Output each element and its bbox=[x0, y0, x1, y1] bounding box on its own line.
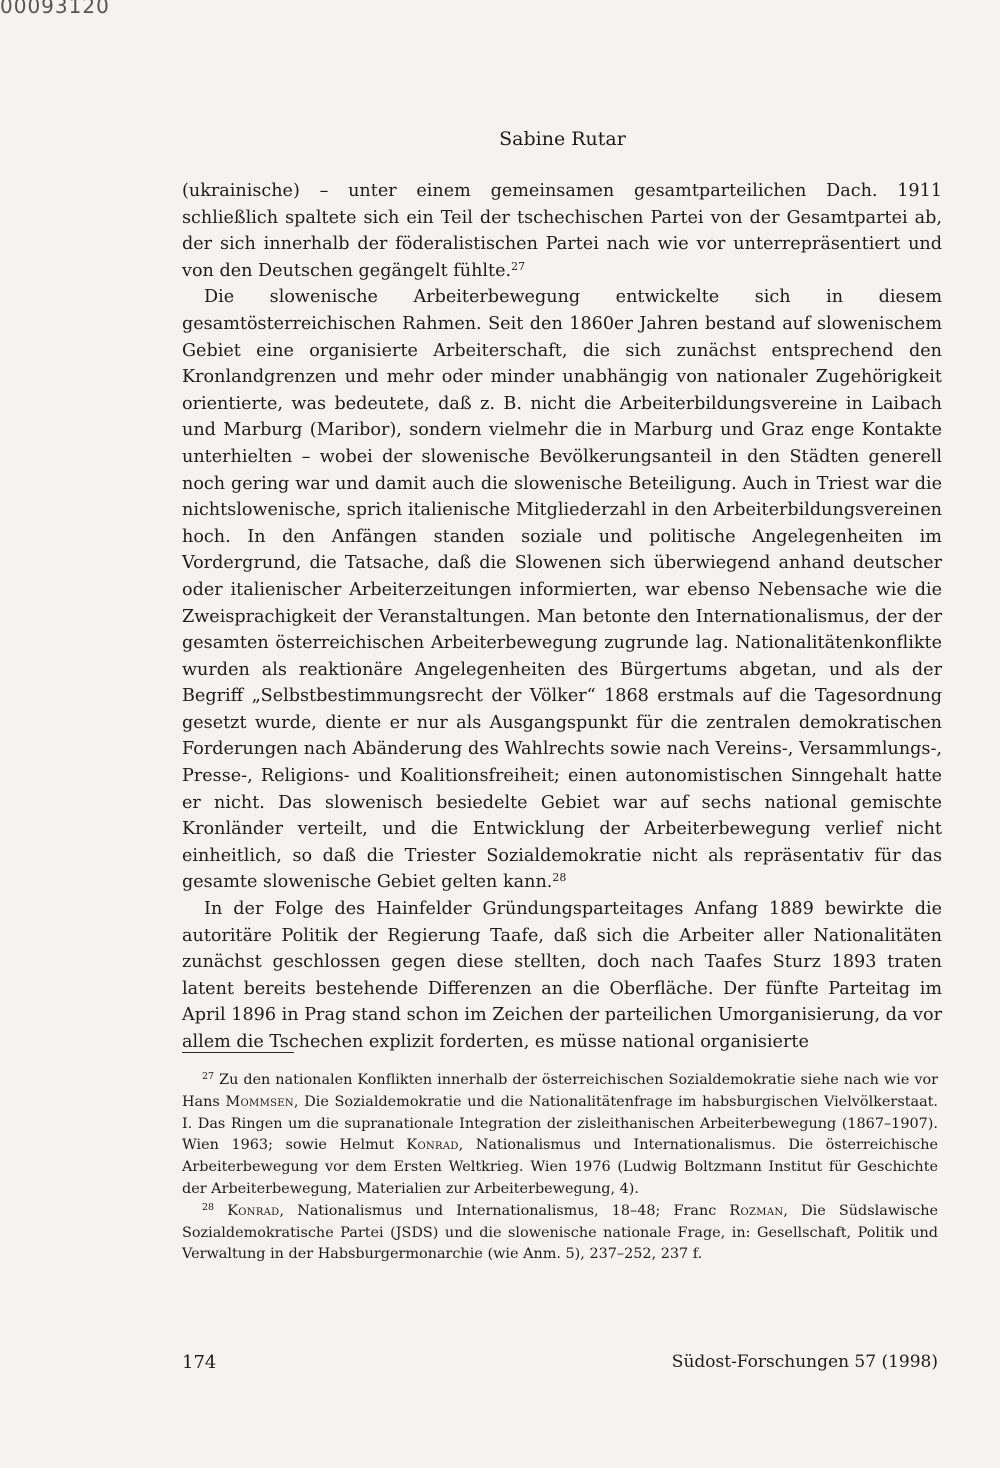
paragraph-1-text: (ukrainische) – unter einem gemeinsamen gesamtparteilichen Dach. 1911 schließlich spaltete sich ein Teil der tschechischen Partei von der Gesamtpartei ab, der sich innerhalb der föderalistischen Partei nach wie vor unterrepräsentiert und von den Deutschen gegängelt fühlte. bbox=[182, 181, 942, 281]
footnote-divider bbox=[182, 1052, 294, 1053]
paragraph-3: In der Folge des Hainfelder Gründungsparteitages Anfang 1889 bewirkte die autoritäre Politik der Regierung Taafe, daß sich die Arbeiter aller Nationalitäten zunächst geschlossen gegen diese stellten, doch nach Taafes Sturz 1893 traten latent bereits bestehende Differenzen an die Oberfläche. Der fünfte Parteitag im April 1896 in Prag stand schon im Zeichen der parteilichen Umorganisierung, da vor allem die Tschechen explizit forderten, es müsse national organisierte bbox=[182, 899, 942, 1052]
footnote-27-text-c: , Nationalismus und Internationalismus. Die österreichische Arbeiterbewegung vor dem Ersten Weltkrieg. Wien 1976 (Ludwig Boltzmann Institut für Geschichte der Arbeiterbewegung, Materialien zur Arbeiterbewegung, 4). bbox=[182, 1137, 938, 1197]
footnote-ref-28[interactable]: 28 bbox=[552, 871, 567, 885]
footnote-ref-27[interactable]: 27 bbox=[511, 259, 526, 273]
footnote-28-text-a: , Nationalismus und Internationalismus, 18–48; Franc bbox=[279, 1202, 730, 1219]
footnote-27-number: 27 bbox=[202, 1070, 215, 1082]
footnote-28 bbox=[182, 1201, 938, 1266]
footnote-27 bbox=[182, 1070, 938, 1201]
archive-stamp: 00093120 bbox=[0, 0, 110, 18]
paragraph-2-text: Die slowenische Arbeiterbewegung entwickelte sich in diesem gesamtösterreichischen Rahmen. Seit den 1860er Jahren bestand auf slowenischem Gebiet eine organisierte Arbeiterschaft, die sich zunächst entsprechend den Kronlandgrenzen und mehr oder minder unabhängig von nationaler Zugehörigkeit orientierte, was bedeutete, daß z. B. nicht die Arbeiterbildungsvereine in Laibach und Marburg (Maribor), sondern vielmehr die in Marburg und Graz enge Kontakte unterhielten – wobei der slowenische Bevölkerungsanteil in den Städten generell noch gering war und damit auch die slowenische Beteiligung. Auch in Triest war die nichtslowenische, sprich italienische Mitgliederzahl in den Arbeiterbildungsvereinen hoch. In den Anfängen standen soziale und politische Angelegenheiten im Vordergrund, die Tatsache, daß die Slowenen sich überwiegend anhand deutscher oder italienischer Arbeiterzeitungen informierten, war ebenso Nebensache wie die Zweisprachigkeit der Veranstaltungen. Man betonte den Internationalismus, der der gesamten österreichischen Arbeiterbewegung zugrunde lag. Nationalitätenkonflikte wurden als reaktionäre Angelegenheiten des Bürgertums abgetan, und als der Begriff „Selbstbestimmungsrecht der Völker“ 1868 erstmals auf die Tagesordnung gesetzt wurde, diente er nur als Ausgangspunkt für die zentralen demokratischen Forderungen nach Abänderung des Wahlrechts sowie nach Vereins-, Versammlungs-, Presse-, Religions- und Koalitionsfreiheit; einen autonomistischen Sinngehalt hatte er nicht. Das slowenisch besiedelte Gebiet war auf sechs national gemischte Kronländer verteilt, und die Entwicklung der Arbeiterbewegung verlief nicht einheitlich, so daß die Triester Sozialdemokratie nicht als repräsentativ für das gesamte slowenische Gebiet gelten kann. bbox=[182, 287, 942, 893]
paragraph-1 bbox=[182, 178, 942, 284]
paragraph-2 bbox=[182, 284, 942, 896]
journal-citation: Südost-Forschungen 57 (1998) bbox=[671, 1352, 938, 1372]
footnote-27-text-b: , Die Sozialdemokratie und die Nationalitätenfrage im habsburgischen Vielvölkerstaat. I. Das Ringen um die supranationale Integration der zisleithanischen Arbeiterbewegung (1867–1907). Wien 1963; sowie Helmut bbox=[182, 1093, 938, 1154]
footnote-28-author-konrad: Konrad bbox=[227, 1202, 280, 1219]
page-number: 174 bbox=[182, 1352, 217, 1373]
footnote-27-author-konrad: Konrad bbox=[406, 1137, 459, 1154]
footnote-28-text-b: , Die Südslawische Sozialdemokratische Partei (JSDS) und die slowenische nationale Frage, in: Gesellschaft, Politik und Verwaltung in der Habsburgermonarchie (wie Anm. 5), 237–252, 237 f. bbox=[182, 1202, 938, 1263]
main-text bbox=[182, 178, 942, 1056]
footnote-28-author-rozman: Rozman bbox=[729, 1202, 784, 1219]
footnotes bbox=[182, 1070, 938, 1266]
footnote-27-author-mommsen: Mommsen bbox=[225, 1093, 294, 1110]
footnote-28-number: 28 bbox=[202, 1201, 215, 1213]
footnote-27-text-a: Zu den nationalen Konflikten innerhalb der österreichischen Sozialdemokratie siehe nach wie vor Hans bbox=[182, 1072, 938, 1110]
running-head: Sabine Rutar bbox=[499, 128, 626, 150]
